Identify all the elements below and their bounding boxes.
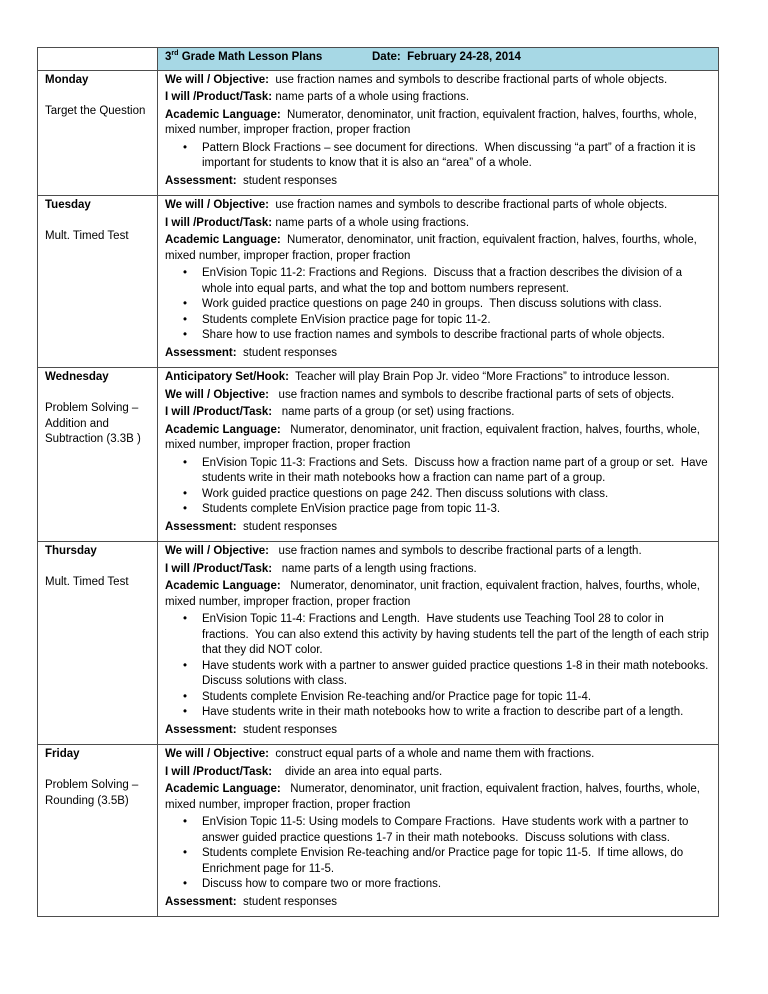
bullet-item: • Students complete EnVision practice page from topic 11-3. bbox=[202, 502, 711, 518]
paragraph-label: Academic Language: bbox=[165, 783, 281, 795]
bullet-list bbox=[165, 815, 711, 893]
day-note: Mult. Timed Test bbox=[45, 576, 129, 588]
lesson-paragraph bbox=[165, 423, 711, 454]
lesson-paragraph bbox=[165, 346, 711, 362]
lesson-row-monday bbox=[38, 70, 719, 196]
lesson-paragraph bbox=[165, 579, 711, 610]
paragraph-label: Anticipatory Set/Hook: bbox=[165, 371, 289, 383]
lesson-content-cell bbox=[158, 368, 719, 542]
paragraph-text: Teacher will play Brain Pop Jr. video “More Fractions” to introduce lesson. bbox=[288, 371, 670, 383]
paragraph-text: use fraction names and symbols to describe fractional parts of a length. bbox=[268, 545, 642, 557]
lesson-content-cell bbox=[158, 70, 719, 196]
lesson-paragraph bbox=[165, 723, 711, 739]
lesson-paragraph bbox=[165, 562, 711, 578]
day-cell bbox=[38, 745, 158, 917]
lesson-paragraph bbox=[165, 520, 711, 536]
lesson-paragraph bbox=[165, 765, 711, 781]
paragraph-label: I will /Product/Task: bbox=[165, 562, 273, 575]
lesson-paragraph bbox=[165, 405, 711, 421]
lesson-paragraph bbox=[165, 895, 711, 911]
table-header-row bbox=[38, 48, 719, 71]
paragraph-label: Assessment: bbox=[165, 723, 237, 736]
day-note: Target the Question bbox=[45, 104, 146, 117]
bullet-item: • Students complete Envision Re-teaching and/or Practice page for topic 11-5. If time allows, do Enrichment page for 11-5. bbox=[202, 846, 711, 877]
bullet-list bbox=[165, 266, 711, 344]
lesson-content-cell bbox=[158, 542, 719, 745]
paragraph-label: Academic Language: bbox=[165, 423, 281, 436]
day-cell bbox=[38, 196, 158, 368]
paragraph-label: We will / Objective: bbox=[165, 388, 269, 401]
paragraph-label: I will /Product/Task: bbox=[165, 91, 273, 103]
paragraph-label: I will /Product/Task: bbox=[165, 765, 273, 778]
day-name: Monday bbox=[45, 73, 89, 86]
paragraph-text: use fraction names and symbols to describe fractional parts of whole objects. bbox=[268, 73, 668, 86]
bullet-item: • EnVision Topic 11-4: Fractions and Length. Have students use Teaching Tool 28 to color in fractions. You can also extend this activity by having students tell the part of the length of each strip that they did NOT color. bbox=[202, 612, 711, 659]
lesson-paragraph bbox=[165, 174, 711, 190]
paragraph-text: Numerator, denominator, unit fraction, equivalent fraction, halves, fourths, whole, mixed number, improper fraction, proper fraction bbox=[165, 580, 704, 608]
bullet-list bbox=[165, 141, 711, 172]
bullet-item: • EnVision Topic 11-2: Fractions and Regions. Discuss that a fraction describes the division of a whole into equal parts, and what the top and bottom numbers represent. bbox=[202, 266, 711, 297]
lesson-paragraph bbox=[165, 233, 711, 264]
paragraph-text: student responses bbox=[236, 723, 337, 736]
day-name: Friday bbox=[45, 748, 80, 760]
paragraph-text: student responses bbox=[236, 346, 337, 359]
title-text: Grade Math Lesson Plans bbox=[178, 51, 323, 63]
paragraph-label: I will /Product/Task: bbox=[165, 406, 273, 418]
paragraph-label: We will / Objective: bbox=[165, 199, 269, 211]
bullet-item: • Students complete EnVision practice page for topic 11-2. bbox=[202, 313, 711, 329]
document-date: Date: February 24-28, 2014 bbox=[372, 51, 521, 63]
paragraph-text: name parts of a group (or set) using fractions. bbox=[272, 406, 515, 418]
bullet-item: • Have students work with a partner to answer guided practice questions 1-8 in their math notebooks. Discuss solutions with class. bbox=[202, 659, 711, 690]
paragraph-text: student responses bbox=[236, 895, 337, 908]
bullet-item: • Have students write in their math notebooks how to write a fraction to describe part of a length. bbox=[202, 705, 711, 721]
day-note: Problem Solving – Addition and Subtraction (3.3B ) bbox=[45, 402, 141, 445]
paragraph-label: Academic Language: bbox=[165, 234, 281, 246]
document-title bbox=[165, 50, 372, 66]
header-empty-cell bbox=[38, 48, 158, 71]
lesson-paragraph bbox=[165, 747, 711, 763]
day-note: Mult. Timed Test bbox=[45, 230, 129, 242]
paragraph-text: name parts of a whole using fractions. bbox=[272, 91, 470, 103]
bullet-item: • Share how to use fraction names and symbols to describe fractional parts of whole objects. bbox=[202, 328, 711, 344]
lesson-paragraph bbox=[165, 370, 711, 386]
paragraph-text: student responses bbox=[236, 520, 337, 533]
paragraph-text: construct equal parts of a whole and name them with fractions. bbox=[268, 748, 595, 760]
paragraph-label: Assessment: bbox=[165, 174, 237, 187]
lesson-row-wednesday bbox=[38, 368, 719, 542]
paragraph-text: Numerator, denominator, unit fraction, equivalent fraction, halves, fourths, whole, mixed number, improper fraction, proper fraction bbox=[165, 783, 704, 811]
day-cell bbox=[38, 70, 158, 196]
paragraph-label: Academic Language: bbox=[165, 108, 281, 121]
day-cell bbox=[38, 368, 158, 542]
lesson-paragraph bbox=[165, 544, 711, 560]
paragraph-label: Assessment: bbox=[165, 895, 237, 908]
lesson-paragraph bbox=[165, 216, 711, 232]
paragraph-text: Numerator, denominator, unit fraction, equivalent fraction, halves, fourths, whole, mixed number, improper fraction, proper fraction bbox=[165, 234, 701, 262]
lesson-paragraph bbox=[165, 388, 711, 404]
bullet-item: • EnVision Topic 11-3: Fractions and Sets. Discuss how a fraction name part of a group or set. Have students write in their math notebooks how a fraction can name part of a group. bbox=[202, 456, 711, 487]
paragraph-label: Assessment: bbox=[165, 346, 237, 359]
bullet-item: • Discuss how to compare two or more fractions. bbox=[202, 877, 711, 893]
paragraph-text: name parts of a length using fractions. bbox=[272, 562, 477, 575]
paragraph-text: Numerator, denominator, unit fraction, equivalent fraction, halves, fourths, whole, mixed number, improper fraction, proper fraction bbox=[165, 423, 704, 451]
paragraph-label: We will / Objective: bbox=[165, 545, 269, 557]
lesson-paragraph bbox=[165, 198, 711, 214]
lesson-paragraph bbox=[165, 90, 711, 106]
paragraph-text: Numerator, denominator, unit fraction, equivalent fraction, halves, fourths, whole, mixed number, improper fraction, proper fraction bbox=[165, 108, 701, 136]
bullet-item: • Students complete Envision Re-teaching and/or Practice page for topic 11-4. bbox=[202, 690, 711, 706]
paragraph-label: Academic Language: bbox=[165, 580, 281, 592]
bullet-list bbox=[165, 456, 711, 518]
lesson-table-body bbox=[38, 70, 719, 917]
bullet-item: • Work guided practice questions on page 242. Then discuss solutions with class. bbox=[202, 487, 711, 503]
day-name: Thursday bbox=[45, 545, 97, 557]
paragraph-label: I will /Product/Task: bbox=[165, 216, 273, 229]
lesson-row-tuesday bbox=[38, 196, 719, 368]
paragraph-text: use fraction names and symbols to describe fractional parts of whole objects. bbox=[268, 199, 668, 211]
day-cell bbox=[38, 542, 158, 745]
day-note: Problem Solving – Rounding (3.5B) bbox=[45, 779, 142, 807]
paragraph-text: name parts of a whole using fractions. bbox=[272, 216, 470, 229]
header-title-cell bbox=[158, 48, 719, 71]
paragraph-label: We will / Objective: bbox=[165, 73, 269, 86]
paragraph-label: We will / Objective: bbox=[165, 748, 269, 760]
lesson-paragraph bbox=[165, 108, 711, 139]
lesson-plan-table bbox=[37, 47, 719, 917]
paragraph-text: use fraction names and symbols to describe fractional parts of sets of objects. bbox=[268, 388, 675, 401]
paragraph-label: Assessment: bbox=[165, 520, 237, 533]
day-name: Wednesday bbox=[45, 371, 109, 383]
title-ordinal-suffix: rd bbox=[171, 49, 179, 58]
paragraph-text: divide an area into equal parts. bbox=[272, 765, 443, 778]
bullet-list bbox=[165, 612, 715, 721]
bullet-item: • Pattern Block Fractions – see document for directions. When discussing “a part” of a fraction it is important for students to know that it is also an “area” of a whole. bbox=[202, 141, 711, 172]
lesson-row-friday bbox=[38, 745, 719, 917]
lesson-content-cell bbox=[158, 745, 719, 917]
lesson-paragraph bbox=[165, 782, 711, 813]
bullet-item: • EnVision Topic 11-5: Using models to Compare Fractions. Have students work with a partner to answer guided practice questions 1-7 in their math notebooks. Discuss solutions with class. bbox=[202, 815, 711, 846]
bullet-item: • Work guided practice questions on page 240 in groups. Then discuss solutions with class. bbox=[202, 297, 711, 313]
title-number: 3 bbox=[165, 51, 172, 63]
day-name: Tuesday bbox=[45, 199, 91, 211]
lesson-row-thursday bbox=[38, 542, 719, 745]
lesson-paragraph bbox=[165, 73, 711, 89]
paragraph-text: student responses bbox=[236, 174, 337, 187]
lesson-content-cell bbox=[158, 196, 719, 368]
